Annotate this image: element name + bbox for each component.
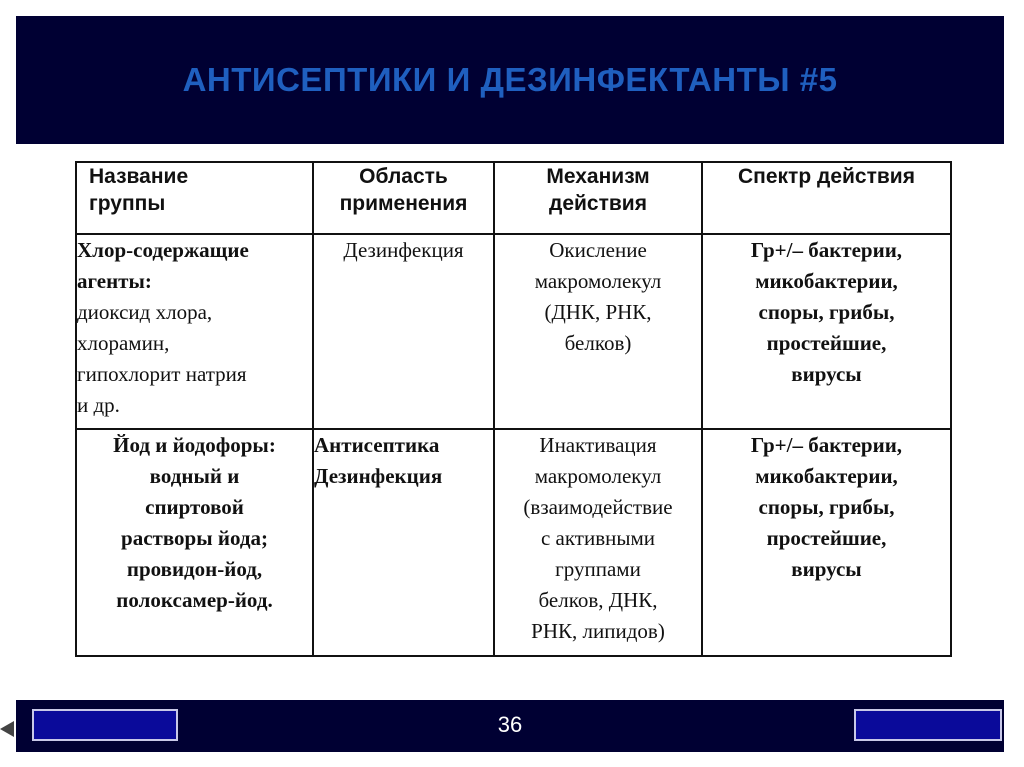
comparison-table — [75, 161, 952, 657]
table-row — [76, 429, 951, 656]
cell-mechanism: Окисление макромолекул (ДНК, РНК, белков) — [494, 234, 702, 429]
title-bar — [16, 16, 1004, 144]
cell-mechanism: Инактивация макромолекул (взаимодействие с активными группами белков, ДНК, РНК, липидов) — [494, 429, 702, 656]
table-header-row — [76, 162, 951, 234]
cell-application-area: Антисептика Дезинфекция — [313, 429, 494, 656]
cell-spectrum: Гр+/– бактерии, микобактерии, споры, грибы, простейшие, вирусы — [702, 234, 951, 429]
page-number: 36 — [497, 712, 523, 737]
footer-bar — [16, 700, 1004, 752]
header-group-name: Название группы — [76, 162, 313, 234]
cell-group-name: Хлор-содержащие агенты: диоксид хлора, хлорамин, гипохлорит натрия и др. — [76, 234, 313, 429]
header-mechanism: Механизм действия — [494, 162, 702, 234]
slide-title: АНТИСЕПТИКИ И ДЕЗИНФЕКТАНТЫ #5 — [182, 61, 838, 98]
cell-spectrum: Гр+/– бактерии, микобактерии, споры, грибы, простейшие, вирусы — [702, 429, 951, 656]
previous-slide-arrow-icon[interactable] — [0, 721, 14, 737]
header-spectrum: Спектр действия — [702, 162, 951, 234]
table-row — [76, 234, 951, 429]
header-application-area: Область применения — [313, 162, 494, 234]
next-slide-button[interactable] — [854, 709, 1002, 741]
cell-application-area: Дезинфекция — [313, 234, 494, 429]
cell-group-name: Йод и йодофоры: водный и спиртовой растворы йода; провидон-йод, полоксамер-йод. — [76, 429, 313, 656]
